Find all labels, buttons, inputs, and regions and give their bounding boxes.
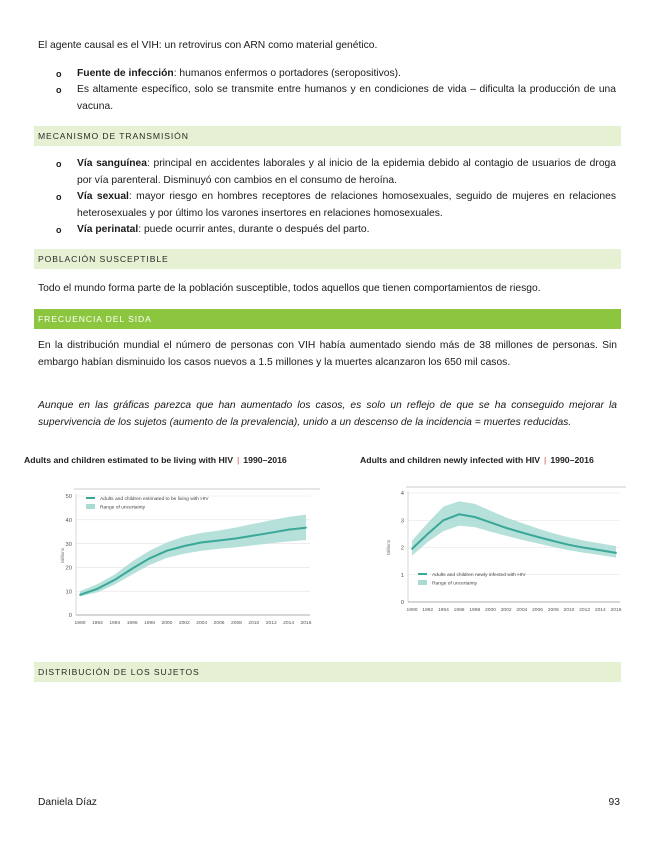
- chart1-period: 1990–2016: [243, 455, 287, 465]
- x-tick-label: 2010: [563, 608, 575, 613]
- data-point: [166, 550, 168, 552]
- data-point: [568, 544, 570, 546]
- list-item: [56, 222, 616, 239]
- data-point: [427, 533, 429, 535]
- x-tick-label: 2002: [178, 621, 190, 626]
- data-point: [114, 579, 116, 581]
- bullet-bold: Vía sanguínea: [77, 158, 147, 169]
- data-point: [615, 552, 617, 554]
- chart2-title-text: Adults and children newly infected with HIV: [360, 455, 541, 465]
- x-tick-label: 1998: [469, 608, 481, 613]
- x-tick-label: 1990: [74, 621, 86, 626]
- bullet-bold: Vía perinatal: [77, 224, 139, 235]
- poblacion-text: Todo el mundo forma parte de la población susceptible, todos aquellos que tienen comportamientos de riesgo.: [38, 283, 541, 294]
- data-point: [201, 542, 203, 544]
- frecuencia-text: En la distribución mundial el número de personas con VIH había aumentado siendo más de 38 millones de personas. Sin embargo habían disminuido los casos nuevos a 1.5 millones y la muertes alcanzaron los 650 mil casos.: [38, 340, 617, 368]
- x-tick-label: 2010: [248, 621, 260, 626]
- bullet-mark: o: [56, 192, 62, 202]
- x-tick-label: 1994: [109, 621, 121, 626]
- section-heading-transmision: MECANISMO DE TRANSMISIÓN: [34, 126, 621, 146]
- legend-band-swatch: [86, 504, 95, 509]
- legend-label: Adults and children estimated to be living with HIV: [100, 496, 209, 502]
- data-point: [474, 516, 476, 518]
- x-tick-label: 2012: [265, 621, 277, 626]
- x-tick-label: 2008: [547, 608, 559, 613]
- chart-living-with-hiv: [36, 484, 324, 630]
- chart1-title: [24, 455, 287, 465]
- x-tick-label: 1998: [144, 621, 155, 626]
- y-tick-label: 40: [65, 518, 72, 524]
- x-tick-label: 1994: [437, 608, 449, 613]
- y-tick-label: 3: [400, 518, 404, 525]
- chart1-title-text: Adults and children estimated to be living with HIV: [24, 455, 234, 465]
- page-number: 93: [608, 797, 620, 808]
- legend-label: Range of uncertainty: [100, 505, 146, 511]
- data-point: [537, 536, 539, 538]
- bullet-bold: Vía sexual: [77, 191, 129, 202]
- data-point: [552, 540, 554, 542]
- bullet-mark: o: [56, 85, 62, 95]
- intro-text: El agente causal es el VIH: un retrovirus con ARN como material genético.: [38, 40, 378, 51]
- x-tick-label: 1990: [406, 608, 418, 613]
- title-separator: |: [237, 455, 240, 465]
- data-point: [490, 522, 492, 524]
- x-tick-label: 2012: [579, 608, 591, 613]
- y-tick-label: 4: [400, 491, 404, 498]
- y-tick-label: 50: [65, 494, 72, 501]
- y-tick-label: 30: [65, 541, 72, 548]
- y-axis-title: Millions: [60, 547, 65, 564]
- frecuencia-italic-text: Aunque en las gráficas parezca que han aumentado los casos, es solo un reflejo de que se ha conseguido mejorar la supervivencia de los sujetos (aumento de la prevalencia), unido a un descenso de la incidencia = muertes reducidas.: [38, 400, 617, 428]
- list-item: [56, 189, 616, 222]
- data-point: [584, 547, 586, 549]
- data-point: [218, 540, 220, 542]
- y-axis-title: Millions: [386, 539, 391, 556]
- y-tick-label: 1: [400, 572, 404, 579]
- x-tick-label: 2014: [594, 608, 606, 613]
- data-point: [521, 532, 523, 534]
- data-point: [458, 513, 460, 515]
- bullet-mark: o: [56, 225, 62, 235]
- bullet-text: Es altamente específico, solo se transmite entre humanos y en condiciones de vida – dificulta la producción de una vacuna.: [77, 84, 616, 112]
- data-point: [442, 519, 444, 521]
- x-tick-label: 1996: [126, 621, 138, 626]
- legend-label: Adults and children newly infected with HIV: [432, 572, 526, 578]
- bullet-text: : mayor riesgo en hombres receptores de relaciones homosexuales, seguido de mujeres en relaciones heterosexuales y por último los varones insertores en relaciones homosexuales.: [77, 191, 617, 219]
- data-point: [288, 529, 290, 531]
- x-tick-label: 2000: [485, 608, 496, 613]
- data-point: [599, 549, 601, 551]
- data-point: [270, 532, 272, 534]
- data-point: [305, 527, 307, 529]
- x-tick-label: 2002: [500, 608, 512, 613]
- data-point: [183, 545, 185, 547]
- x-tick-label: 2000: [161, 621, 173, 626]
- bullet-text: : principal en accidentes laborales y al inicio de la epidemia debido al contagio de usuarios de droga por vía parenteral. Disminuyó con cambios en el consumo de heroína.: [77, 158, 616, 186]
- section-heading-poblacion: POBLACIÓN SUSCEPTIBLE: [34, 249, 621, 269]
- x-tick-label: 2014: [283, 621, 295, 626]
- list-item: [56, 156, 616, 189]
- footer-author: Daniela Díaz: [38, 797, 97, 808]
- chart-newly-infected: [378, 484, 628, 620]
- list-item: [56, 82, 616, 115]
- chart2-title: [360, 455, 594, 465]
- section-heading-frecuencia: FRECUENCIA DEL SIDA: [34, 309, 621, 329]
- bullet-text: : puede ocurrir antes, durante o después del parto.: [138, 224, 370, 235]
- x-tick-label: 2008: [231, 621, 242, 626]
- x-tick-label: 2004: [516, 608, 528, 613]
- x-tick-label: 1992: [91, 621, 103, 626]
- legend-label: Range of uncertainty: [432, 581, 478, 587]
- data-point: [236, 537, 238, 539]
- y-tick-label: 0: [68, 613, 72, 620]
- x-tick-label: 2016: [610, 608, 622, 613]
- bullet-text: : humanos enfermos o portadores (seropositivos).: [173, 68, 401, 79]
- data-point: [253, 535, 255, 537]
- x-tick-label: 2006: [213, 621, 225, 626]
- legend-band-swatch: [418, 580, 427, 585]
- bullet-bold: Fuente de infección: [77, 68, 174, 79]
- chart2-period: 1990–2016: [550, 455, 594, 465]
- y-tick-label: 10: [65, 589, 72, 596]
- data-point: [79, 594, 81, 596]
- x-tick-label: 2004: [196, 621, 208, 626]
- x-tick-label: 2016: [300, 621, 312, 626]
- data-point: [149, 557, 151, 559]
- data-point: [505, 527, 507, 529]
- y-tick-label: 20: [65, 565, 72, 572]
- section-heading-distribucion: DISTRIBUCIÓN DE LOS SUJETOS: [34, 662, 621, 682]
- data-point: [411, 548, 413, 550]
- x-tick-label: 1992: [422, 608, 434, 613]
- y-tick-label: 2: [400, 545, 404, 552]
- list-item: [56, 66, 616, 83]
- data-point: [96, 588, 98, 590]
- y-tick-label: 0: [400, 600, 404, 607]
- bullet-mark: o: [56, 159, 62, 169]
- data-point: [131, 568, 133, 570]
- bullet-mark: o: [56, 69, 62, 79]
- title-separator: |: [544, 455, 547, 465]
- x-tick-label: 2006: [532, 608, 543, 613]
- x-tick-label: 1996: [453, 608, 465, 613]
- uncertainty-band: [80, 515, 306, 597]
